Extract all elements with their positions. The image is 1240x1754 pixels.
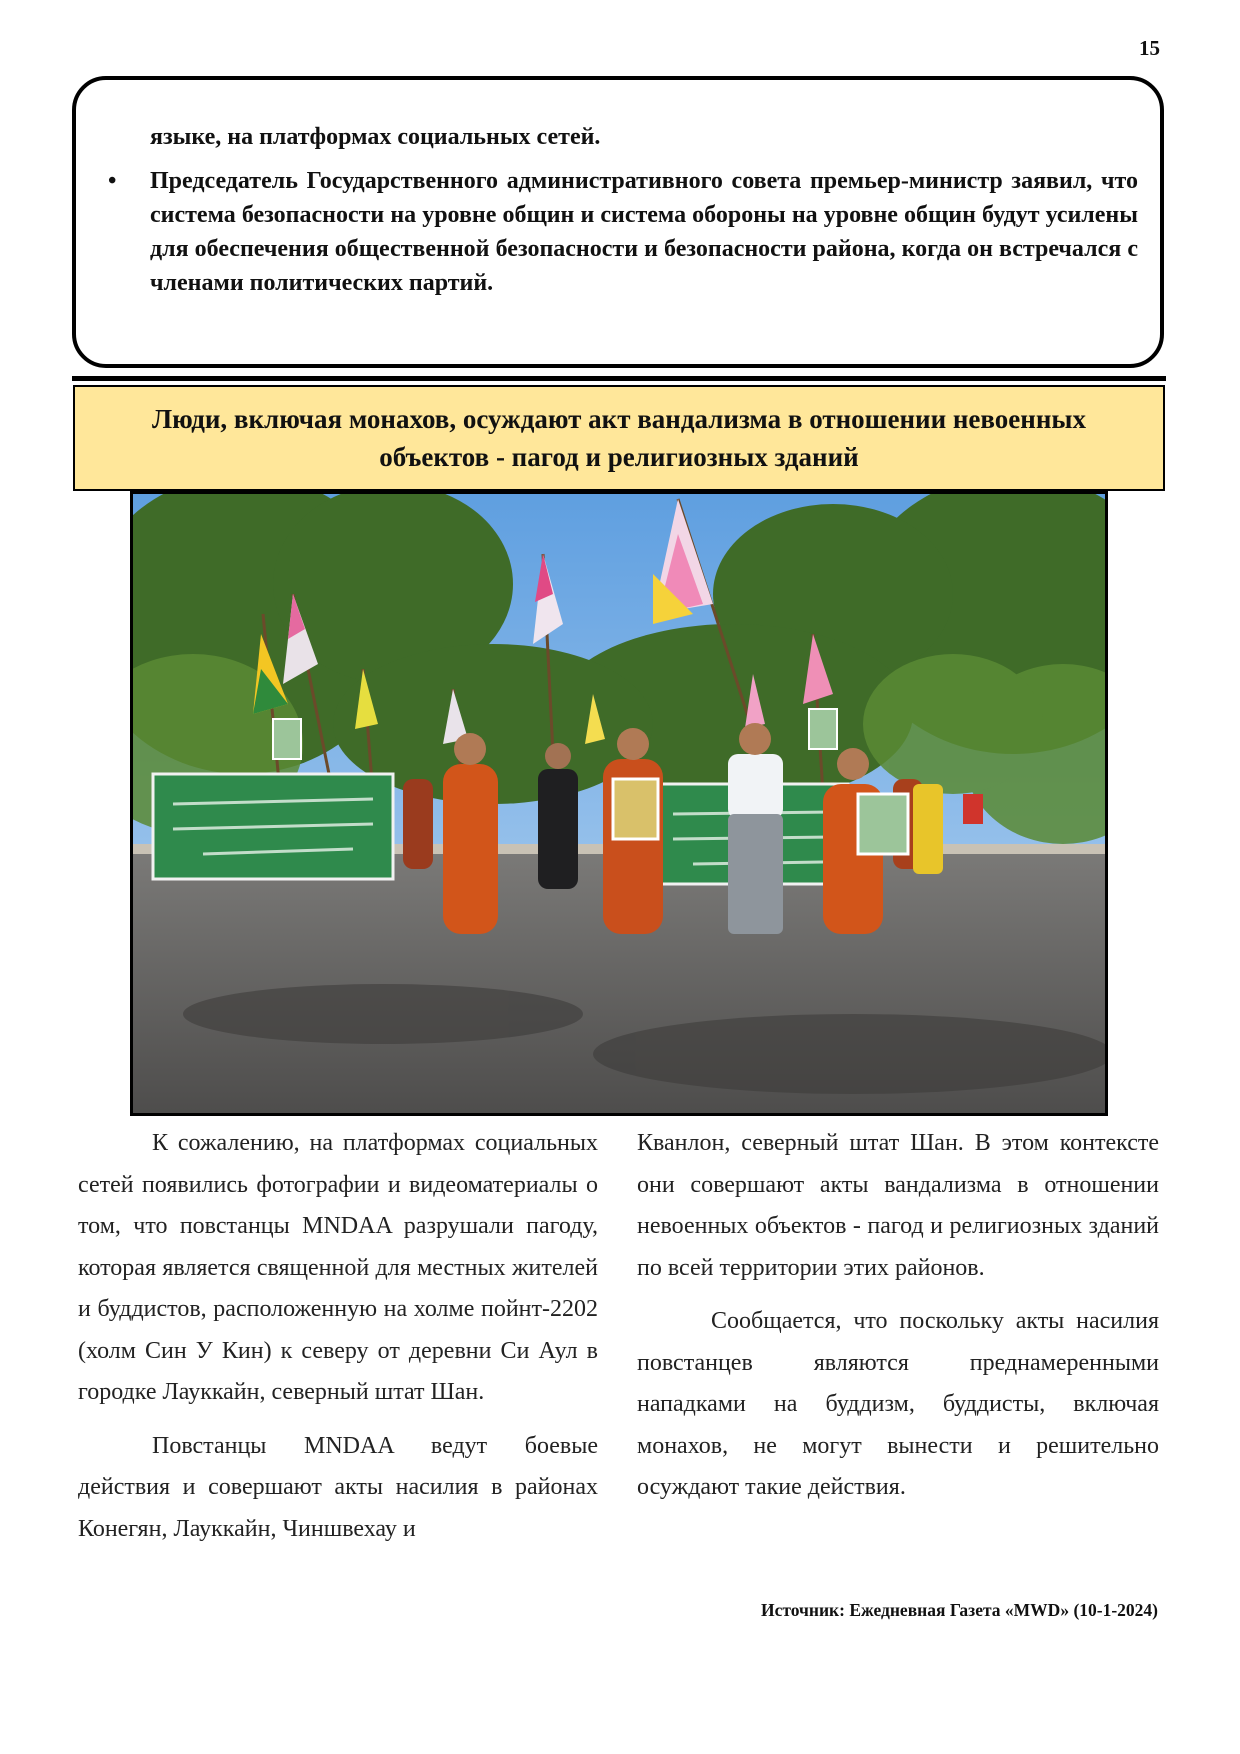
article-paragraph: Повстанцы MNDAA ведут боевые действия и совершают акты насилия в районах Конегян, Лауккайн, Чиншвехау и (78, 1432, 598, 1542)
summary-continuation: языке, на платформах социальных сетей. (150, 124, 601, 150)
summary-bullet-list (94, 164, 1138, 300)
page-number: 15 (1139, 36, 1160, 60)
article-paragraph: Кванлон, северный штат Шан. В этом контексте они совершают акты вандализма в отношении невоенных объектов - пагод и религиозных зданий по всей территории этих районов. (637, 1130, 1159, 1281)
section-divider (72, 376, 1166, 381)
summary-bullet: • Председатель Государственного административного совета премьер-министр заявил, что система безопасности на уровне общин и система обороны на уровне общин будут усилены для обеспечения общественной безопасности и безопасности района, когда он встречался с членами политических партий. (94, 164, 1138, 300)
article-headline: Люди, включая монахов, осуждают акт вандализма в отношении невоенных объектов - пагод и религиозных зданий (73, 385, 1165, 491)
article-column-right (637, 1123, 1159, 1509)
article-paragraph: Сообщается, что поскольку акты насилия повстанцев являются преднамеренными нападками на буддизм, буддисты, включая монахов, не могут вынести и решительно осуждают такие действия. (637, 1308, 1159, 1500)
article-column-left (78, 1123, 598, 1550)
article-photo (130, 491, 1108, 1116)
article-source: Источник: Ежедневная Газета «MWD» (10-1-2024) (760, 1600, 1158, 1620)
article-paragraph: К сожалению, на платформах социальных сетей появились фотографии и видеоматериалы о том, что повстанцы MNDAA разрушали пагоду, которая является священной для местных жителей и буддистов, расположенную на холме пойнт-2202 (холм Син У Кин) к северу от деревни Си Аул в городке Лауккайн, северный штат Шан. (78, 1130, 598, 1405)
summary-box (72, 76, 1164, 368)
